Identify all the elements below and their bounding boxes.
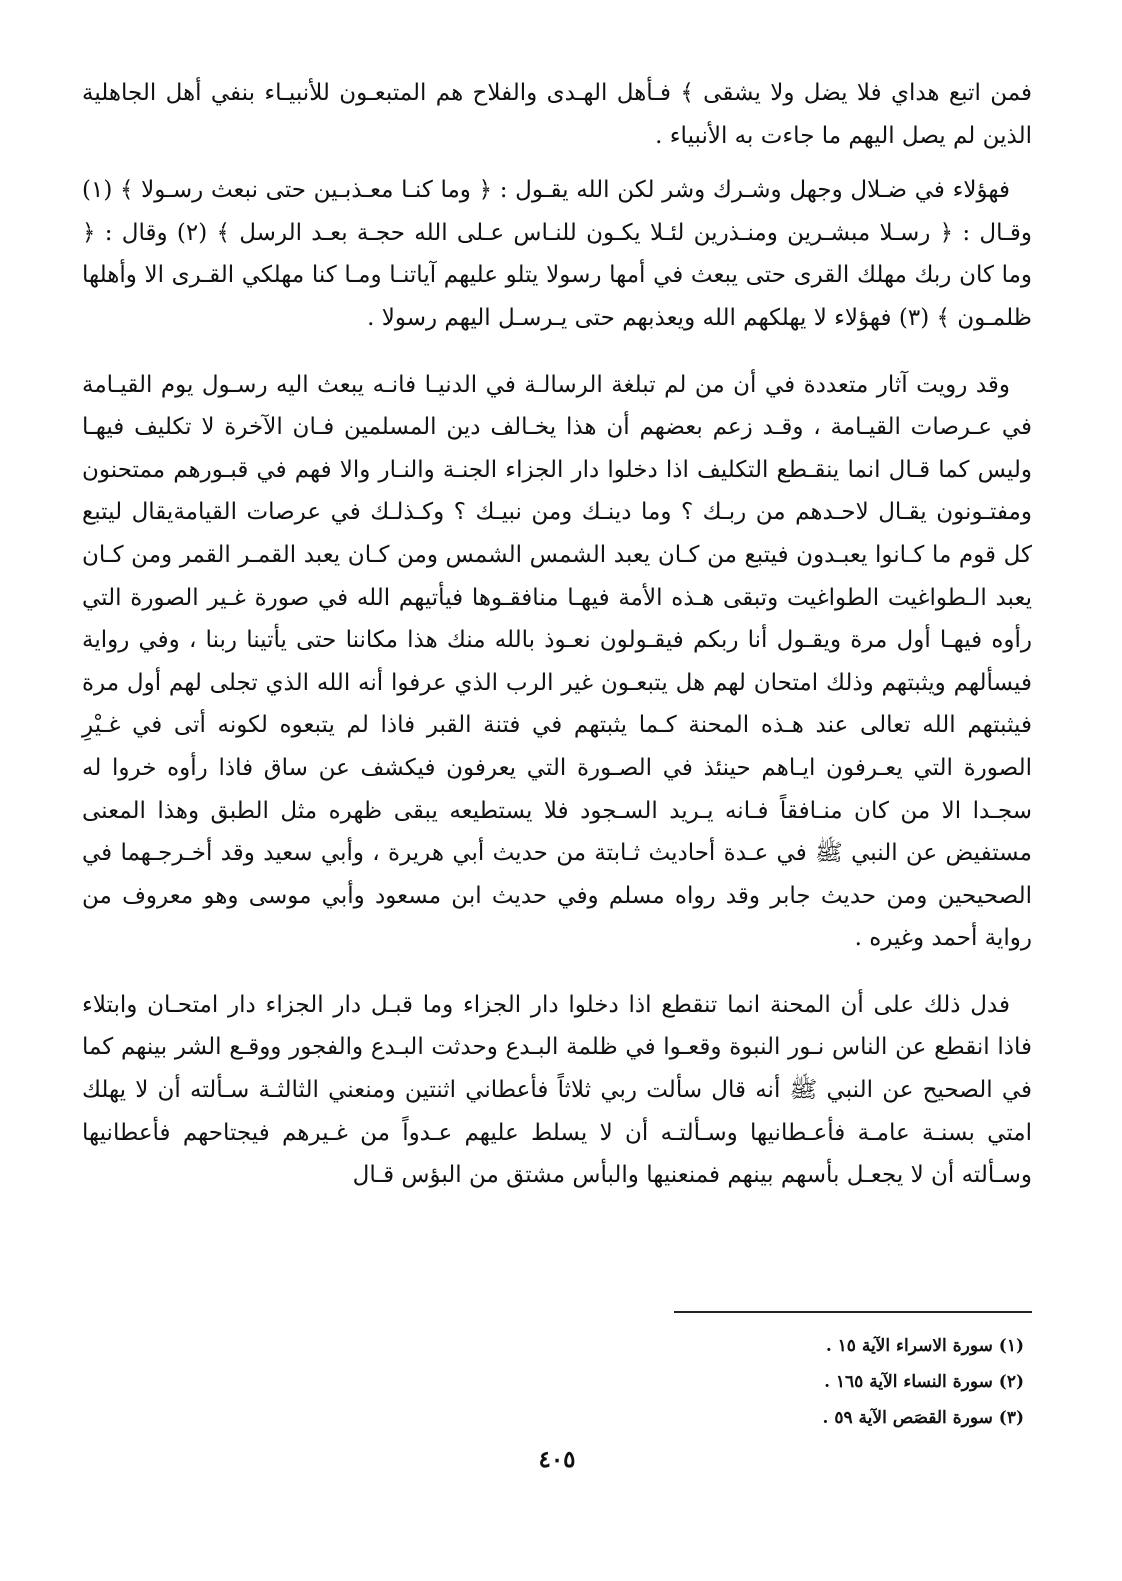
paragraph-2: فهؤلاء في ضـلال وجهل وشـرك وشر لكن الله يقـول : ﴿ وما كنـا معـذبـين حتى نبعث رسـولا ﴾ (١) وقـال : ﴿ رسـلا مبشـرين ومنـذرين لئـلا يكـون للنـاس عـلى الله حجـة بعـد الرسل ﴾ (٢) وقال : ﴿ وما كان ربك مهلك القرى حتى يبعث في أمها رسولا يتلو عليهم آياتنـا ومـا كنا مهلكي القـرى الا وأهلها ظلمـون ﴾ (٣) فهؤلاء لا يهلكهم الله ويعذبهم حتى يـرسـل اليهم رسولا . xyxy=(82,177,1032,331)
footnote-divider xyxy=(674,1311,1032,1313)
document-page xyxy=(82,64,1032,1564)
footnote-1: (١) سورة الاسراء الآية ١٥ . xyxy=(825,1336,1024,1356)
footnotes xyxy=(424,1328,1024,1436)
page-number: ٤٠٥ xyxy=(538,1446,576,1473)
body-text xyxy=(82,72,1032,1197)
paragraph-1: فمن اتبع هداي فلا يضل ولا يشقى ﴾ فـأهل الهـدى والفلاح هم المتبعـون للأنبيـاء بنفي أهل الجاهلية الذين لم يصل اليهم ما جاءت به الأنبياء . xyxy=(82,80,1032,149)
paragraph-4: فدل ذلك على أن المحنة انما تنقطع اذا دخلوا دار الجزاء وما قبـل دار الجزاء دار امتحـان وابتلاء فاذا انقطع عن الناس نـور النبوة وقعـوا في ظلمة البـدع وحدثت البـدع والفجور ووقـع الشر بينهم كما في الصحيح عن النبي ﷺ أنه قال سألت ربي ثلاثاً فأعطاني اثنتين ومنعني الثالثـة سـألته أن لا يهلك امتي بسنـة عامـة فأعـطانيها وسـألتـه أن لا يسلط عليهم عـدواً من غـيرهم فيجتاحهم فأعطانيها وسـألته أن لا يجعـل بأسهم بينهم فمنعنيها والبأس مشتق من البؤس قـال xyxy=(82,991,1032,1189)
footnote-2: (٢) سورة النساء الآية ١٦٥ . xyxy=(824,1372,1024,1392)
footnote-3: (٣) سورة القصَص الآية ٥٩ . xyxy=(822,1408,1024,1428)
paragraph-3: وقد رويت آثار متعددة في أن من لم تبلغة الرسالـة في الدنيـا فانـه يبعث اليه رسـول يوم القيـامة في عـرصات القيـامة ، وقـد زعم بعضهم أن هذا يخـالف دين المسلمين فـان الآخرة لا تكليف فيهـا وليس كما قـال انما ينقـطع التكليف اذا دخلوا دار الجزاء الجنـة والنـار والا فهم في قبـورهم ممتحنون ومفتـونون يقـال لاحـدهم من ربـك ؟ وما دينـك ومن نبيـك ؟ وكـذلـك في عرصات القيامةيقال ليتبع كل قوم ما كـانوا يعبـدون فيتبع من كـان يعبد الشمس الشمس ومن كـان يعبد القمـر القمر ومن كـان يعبد الـطواغيت الطواغيت وتبقى هـذه الأمة فيهـا منافقـوها فيأتيهم الله في صورة غـير الصورة التي رأوه فيهـا أول مرة ويقـول أنا ربكم فيقـولون نعـوذ بالله منك هذا مكاننا حتى يأتينا ربنا ، وفي رواية فيسألهم ويثبتهم وذلك امتحان لهم هل يتبعـون غير الرب الذي عرفوا أنه الله الذي تجلى لهم أول مرة فيثبتهم الله تعالى عند هـذه المحنة كـما يثبتهم في فتنة القبر فاذا لم يتبعوه لكونه أتى في غـيْرِ الصورة التي يعـرفون ايـاهم حينئذ في الصـورة التي يعرفون فيكشف عن ساق فاذا رأوه خروا له سجـدا الا من كان منـافقاً فـانه يـريد السـجود فلا يستطيعه يبقى ظهره مثل الطبق وهذا المعنى مستفيض عن النبي ﷺ في عـدة أحاديث ثـابتة من حديث أبي هريرة ، وأبي سعيد وقد أخـرجـهما في الصحيحين ومن حديث جابر وقد رواه مسلم وفي حديث ابن مسعود وأبي موسى وهو معروف من رواية أحمد وغيره . xyxy=(82,371,1032,952)
